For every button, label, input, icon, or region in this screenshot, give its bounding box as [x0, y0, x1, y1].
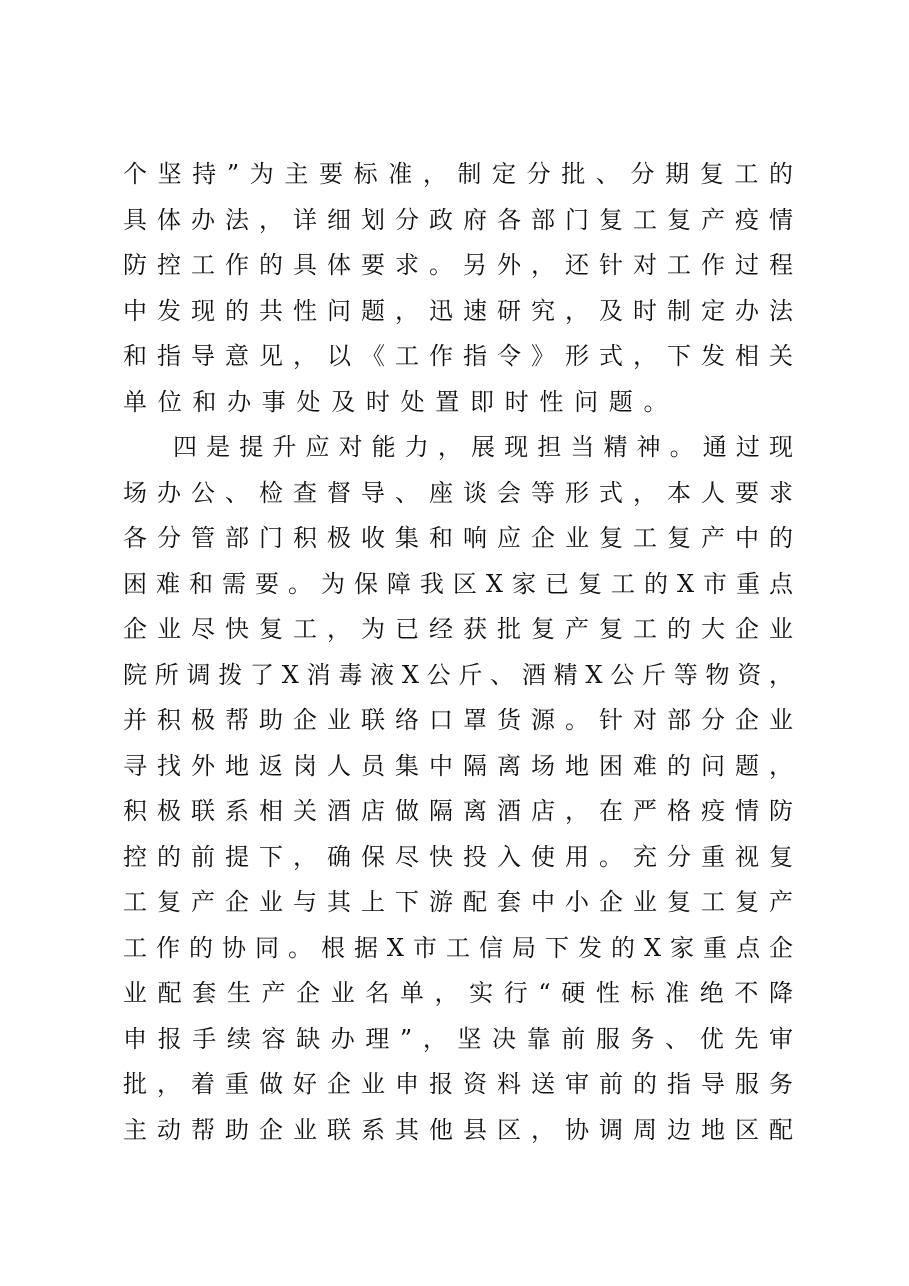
- text-line: 控的前提下，确保尽快投入使用。充分重视复: [123, 842, 793, 871]
- text-line: 工作的协同。根据X市工信局下发的X家重点企: [123, 933, 793, 962]
- text-line: 积极联系相关酒店做隔离酒店，在严格疫情防: [123, 797, 793, 825]
- text-line: 院所调拨了X消毒液X公斤、酒精X公斤等物资，: [123, 660, 793, 689]
- text-line: 工复产企业与其上下游配套中小企业复工复产: [123, 888, 793, 916]
- text-line: 并积极帮助企业联络口罩货源。针对部分企业: [123, 706, 793, 734]
- text-line: 各分管部门积极收集和响应企业复工复产中的: [123, 524, 793, 552]
- text-line: 和指导意见，以《工作指令》形式，下发相关: [123, 342, 793, 370]
- text-line: 困难和需要。为保障我区X家已复工的X市重点: [123, 569, 793, 598]
- text-line-paragraph-end: 单位和办事处及时处置即时性问题。: [123, 387, 679, 416]
- text-line: 申报手续容缺办理”，坚决靠前服务、优先审: [123, 1024, 793, 1053]
- text-line: 企业尽快复工，为已经获批复产复工的大企业: [123, 615, 793, 643]
- text-line: 场办公、检查督导、座谈会等形式，本人要求: [123, 478, 793, 507]
- text-line: 批，着重做好企业申报资料送审前的指导服务: [123, 1070, 793, 1098]
- text-line: 个坚持”为主要标准，制定分批、分期复工的: [123, 160, 793, 188]
- text-line: 具体办法，详细划分政府各部门复工复产疫情: [123, 205, 793, 234]
- text-line: 防控工作的具体要求。另外，还针对工作过程: [123, 251, 793, 279]
- text-line: 寻找外地返岗人员集中隔离场地困难的问题，: [123, 751, 793, 780]
- text-line: 业配套生产企业名单，实行“硬性标准绝不降: [123, 979, 793, 1007]
- body-text: [123, 152, 793, 1153]
- text-line-paragraph-start: 四是提升应对能力，展现担当精神。通过现: [173, 433, 793, 461]
- text-line: 主动帮助企业联系其他县区，协调周边地区配: [123, 1115, 793, 1144]
- text-line: 中发现的共性问题，迅速研究，及时制定办法: [123, 296, 793, 325]
